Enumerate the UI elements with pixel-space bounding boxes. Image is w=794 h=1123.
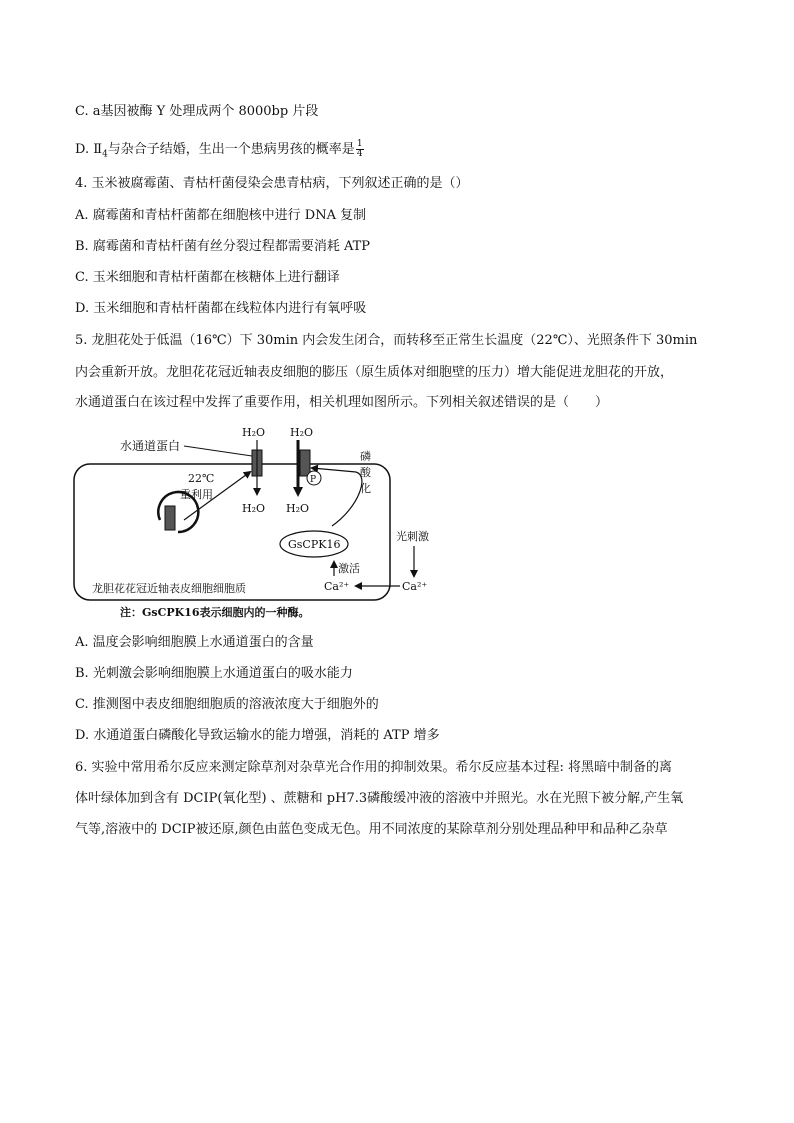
- vesicle-aquaporin: [165, 506, 175, 530]
- q4-option-c: C. 玉米细胞和青枯杆菌都在核糖体上进行翻译: [75, 270, 340, 285]
- q4-option-d: D. 玉米细胞和青枯杆菌都在线粒体内进行有氧呼吸: [75, 301, 367, 316]
- option-d-sub: 4: [102, 149, 108, 160]
- calcium-inside: Ca²⁺: [324, 580, 350, 593]
- fraction-denominator: 4: [356, 149, 363, 159]
- q5-option-b: B. 光刺激会影响细胞膜上水通道蛋白的吸水能力: [75, 666, 353, 681]
- fraction: [356, 140, 364, 159]
- reuse-label: 重利用: [180, 488, 213, 501]
- phosphorylation-arrow: [332, 472, 362, 526]
- q5-stem-line-3: 水通道蛋白在该过程中发挥了重要作用，相关机理如图所示。下列相关叙述错误的是（ ）: [75, 395, 609, 410]
- q6-line-1: 6. 实验中常用希尔反应来测定除草剂对杂草光合作用的抑制效果。希尔反应基本过程: 将黑暗中制备的离: [75, 760, 673, 775]
- calcium-outside: Ca²⁺: [402, 580, 428, 593]
- q5-option-a: A. 温度会影响细胞膜上水通道蛋白的含量: [75, 635, 314, 650]
- phosphate-label: P: [310, 475, 317, 485]
- phosphorylation-char-3: 化: [360, 482, 371, 495]
- option-d-prefix: D. Ⅱ: [75, 142, 103, 157]
- aquaporin-pointer: [184, 446, 252, 456]
- q5-option-c: C. 推测图中表皮细胞细胞质的溶液浓度大于细胞外的: [75, 697, 379, 712]
- aquaporin-mechanism-diagram: [66, 420, 446, 626]
- aquaporin-channel-2: [300, 450, 310, 476]
- gscpk16-label: GsCPK16: [288, 538, 341, 551]
- q4-option-a: A. 腐霉菌和青枯杆菌都在细胞核中进行 DNA 复制: [75, 208, 367, 223]
- light-stimulus-label: 光刺激: [396, 530, 429, 543]
- q5-stem-line-1: 5. 龙胆花处于低温（16℃）下 30min 内会发生闭合，而转移至正常生长温度（22℃）、光照条件下 30min: [75, 333, 698, 348]
- q4-stem: 4. 玉米被腐霉菌、青枯杆菌侵染会患青枯病，下列叙述正确的是（）: [75, 176, 469, 191]
- h2o-top-left: H₂O: [242, 426, 266, 439]
- diagram-note: 注：GsCPK16表示细胞内的一种酶。: [120, 606, 310, 619]
- q5-option-d: D. 水通道蛋白磷酸化导致运输水的能力增强，消耗的 ATP 增多: [75, 728, 440, 743]
- h2o-top-right: H₂O: [290, 426, 314, 439]
- q6-line-2: 体叶绿体加到含有 DCIP(氧化型) 、蔗糖和 pH7.3磷酸缓冲液的溶液中并照光。水在光照下被分解,产生氧: [75, 791, 684, 806]
- activation-label: 激活: [338, 562, 360, 575]
- h2o-bottom-right: H₂O: [286, 502, 310, 515]
- aquaporin-label: 水通道蛋白: [120, 439, 181, 453]
- phosphorylation-arrow-head: [312, 468, 356, 472]
- option-d-middle: 与杂合子结婚，生出一个患病男孩的概率是: [107, 142, 355, 157]
- option-d-prev: [75, 140, 364, 164]
- q4-option-b: B. 腐霉菌和青枯杆菌有丝分裂过程都需要消耗 ATP: [75, 239, 371, 254]
- q5-stem-line-2: 内会重新开放。龙胆花花冠近轴表皮细胞的膨压（原生质体对细胞壁的压力）增大能促进龙胆花的开放，: [75, 365, 674, 380]
- vesicle: [158, 492, 198, 532]
- h2o-bottom-left: H₂O: [242, 502, 266, 515]
- option-c-prev: C. a基因被酶 Y 处理成两个 8000bp 片段: [75, 104, 319, 119]
- fraction-numerator: 1: [356, 139, 363, 149]
- phosphorylation-char-1: 磷: [360, 450, 371, 463]
- phosphorylation-char-2: 酸: [360, 466, 371, 479]
- cytoplasm-label: 龙胆花花冠近轴表皮细胞细胞质: [92, 582, 246, 595]
- q6-line-3: 气等,溶液中的 DCIP被还原,颜色由蓝色变成无色。用不同浓度的某除草剂分别处理品种甲和品种乙杂草: [75, 822, 668, 837]
- temperature-label: 22℃: [188, 472, 215, 485]
